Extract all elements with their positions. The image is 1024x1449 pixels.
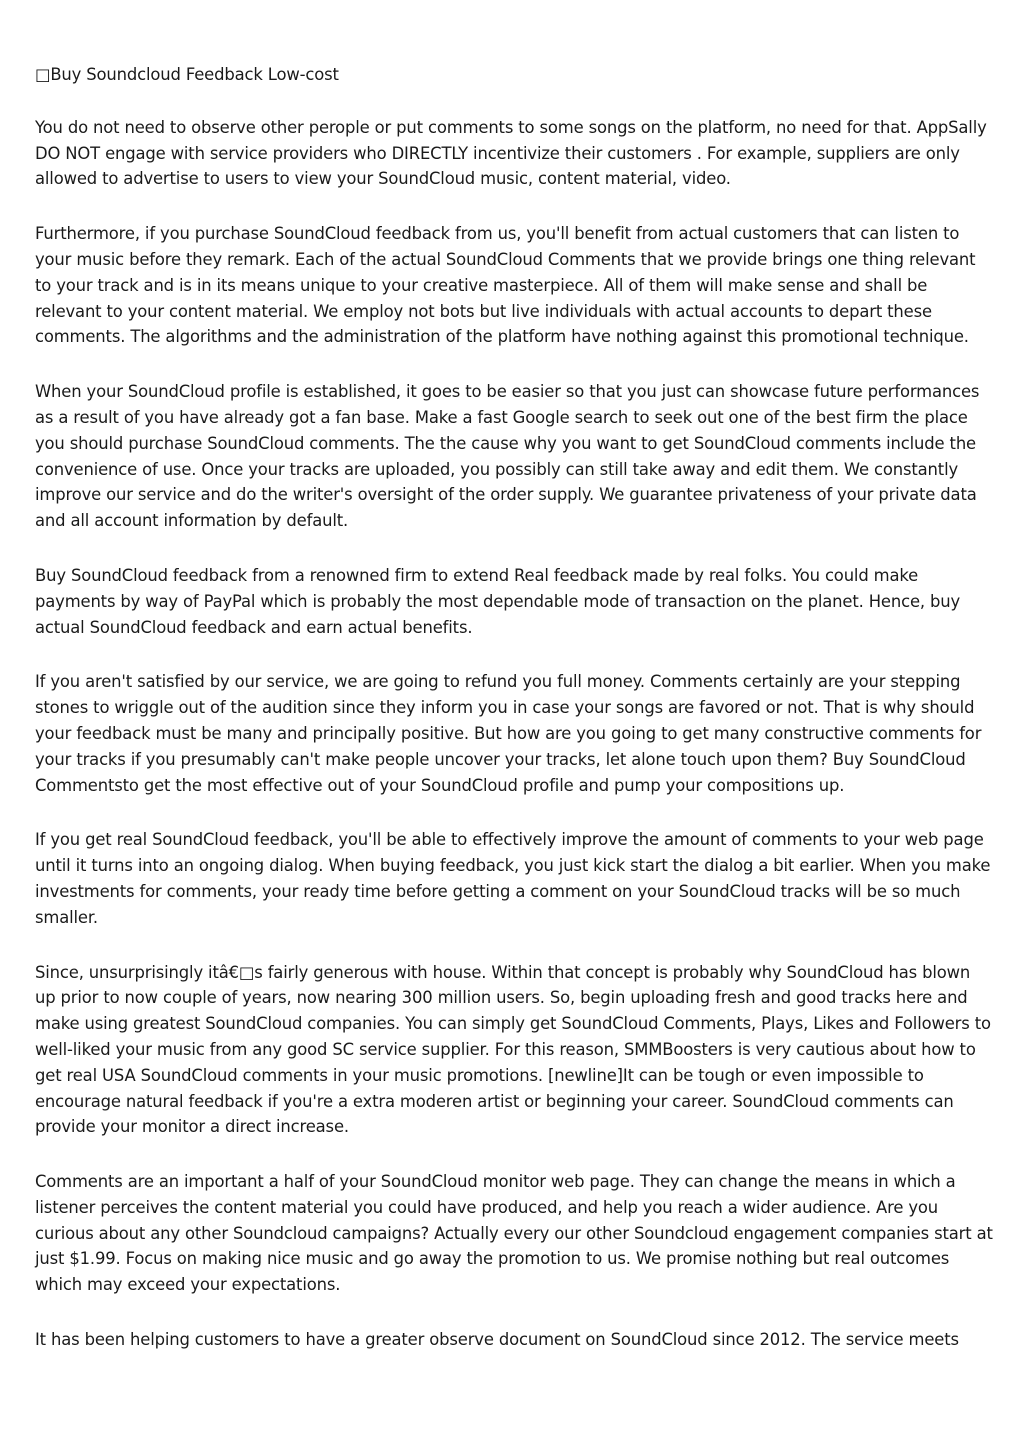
paragraph-9: It has been helping customers to have a greater observe document on SoundCloud since 2012. The service meets <box>35 1330 959 1350</box>
document-body <box>35 62 993 1382</box>
paragraph-8: Comments are an important a half of your SoundCloud monitor web page. They can change the means in which a listener perceives the content material you could have produced, and help you reach a wider audience. Are you curious about any other Soundcloud campaigns? Actually every our other Soundcloud engagement companies start at just $1.99. Focus on making nice music and go away the promotion to us. We promise nothing but real outcomes which may exceed your expectations. <box>35 1172 993 1295</box>
document-title: □Buy Soundcloud Feedback Low-cost <box>35 65 339 84</box>
paragraph-5: If you aren't satisfied by our service, we are going to refund you full money. Comments certainly are your stepping stones to wriggle out of the audition since they inform you in case your songs are favored or not. That is why should your feedback must be many and principally positive. But how are you going to get many constructive comments for your tracks if you presumably can't make people uncover your tracks, let alone touch upon them? Buy SoundCloud Commentsto get the most effective out of your SoundCloud profile and pump your compositions up. <box>35 672 982 795</box>
paragraph-7: Since, unsurprisingly itâ€□s fairly generous with house. Within that concept is probably why SoundCloud has blown up prior to now couple of years, now nearing 300 million users. So, begin uploading fresh and good tracks here and make using greatest SoundCloud companies. You can simply get SoundCloud Comments, Plays, Likes and Followers to well-liked your music from any good SC service supplier. For this reason, SMMBoosters is very cautious about how to get real USA SoundCloud comments in your music promotions. [newline]It can be tough or even impossible to encourage natural feedback if you're a extra moderen artist or beginning your career. SoundCloud comments can provide your monitor a direct increase. <box>35 962 991 1137</box>
paragraph-4: Buy SoundCloud feedback from a renowned firm to extend Real feedback made by real folks. You could make payments by way of PayPal which is probably the most dependable mode of transaction on the planet. Hence, buy actual SoundCloud feedback and earn actual benefits. <box>35 565 961 637</box>
paragraph-6: If you get real SoundCloud feedback, you'll be able to effectively improve the amount of comments to your web page until it turns into an ongoing dialog. When buying feedback, you just kick start the dialog a bit earlier. When you make investments for comments, your ready time before getting a comment on your SoundCloud tracks will be so much smaller. <box>35 830 991 927</box>
paragraph-1: You do not need to observe other perople or put comments to some songs on the platform, no need for that. AppSally DO NOT engage with service providers who DIRECTLY incentivize their customers . For example, suppliers are only allowed to advertise to users to view your SoundCloud music, content material, video. <box>35 117 987 189</box>
paragraph-2: Furthermore, if you purchase SoundCloud feedback from us, you'll benefit from actual customers that can listen to your music before they remark. Each of the actual SoundCloud Comments that we provide brings one thing relevant to your track and is in its means unique to your creative masterpiece. All of them will make sense and shall be relevant to your content material. We employ not bots but live individuals with actual accounts to depart these comments. The algorithms and the administration of the platform have nothing against this promotional technique. <box>35 224 976 347</box>
paragraph-3: When your SoundCloud profile is established, it goes to be easier so that you just can showcase future performances as a result of you have already got a fan base. Make a fast Google search to seek out one of the best firm the place you should purchase SoundCloud comments. The the cause why you want to get SoundCloud comments include the convenience of use. Once your tracks are uploaded, you possibly can still take away and edit them. We constantly improve our service and do the writer's oversight of the order supply. We guarantee privateness of your private data and all account information by default. <box>35 382 980 531</box>
